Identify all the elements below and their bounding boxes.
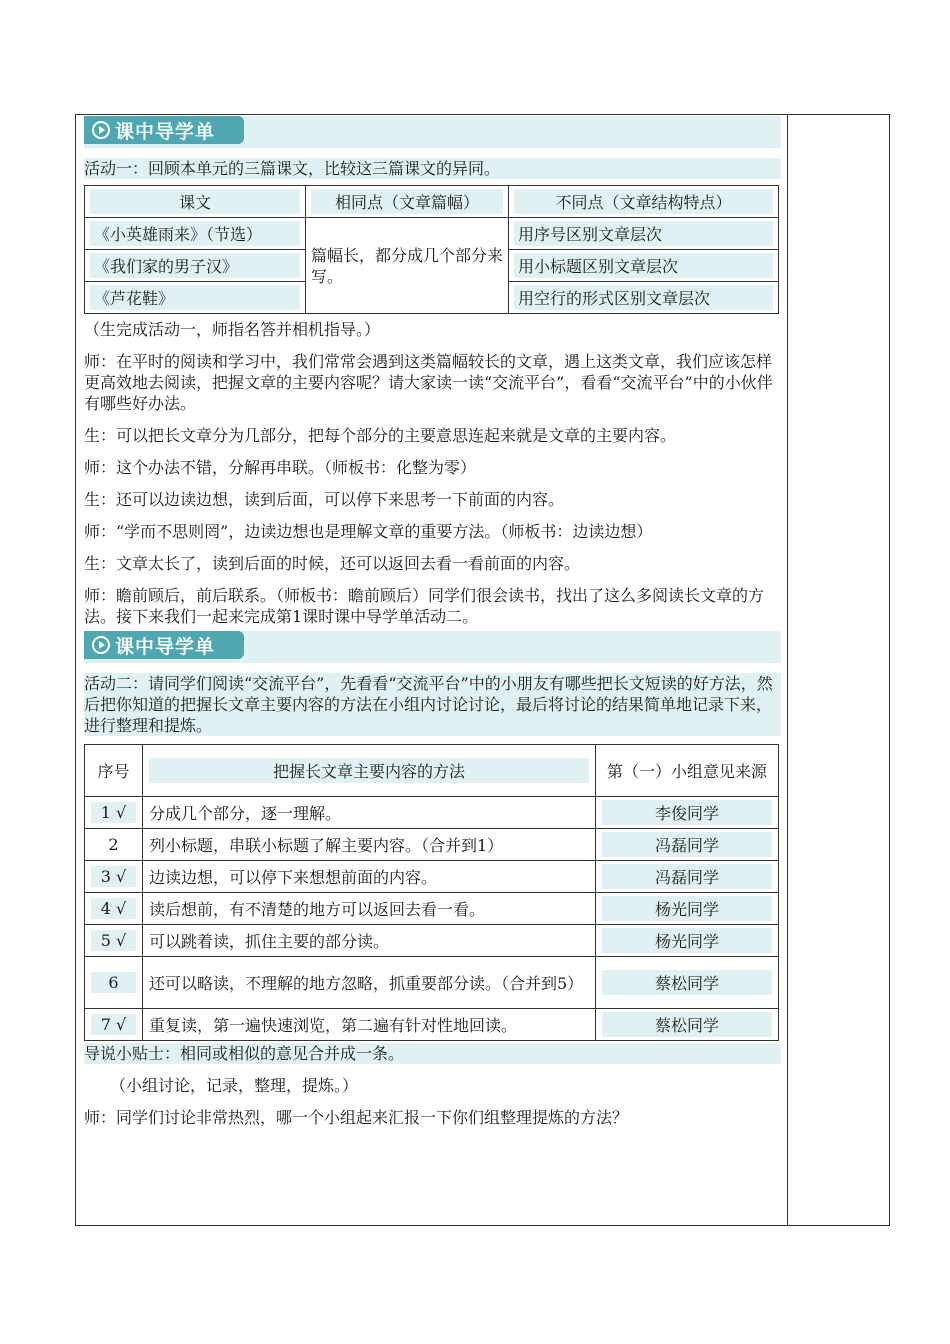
paragraph: 师：这个办法不错，分解再串联。（师板书：化整为零） bbox=[84, 458, 477, 477]
method-text: 列小标题，串联小标题了解主要内容。（合并到1） bbox=[149, 836, 504, 855]
source-name: 蔡松同学 bbox=[602, 970, 772, 995]
method-text: 重复读，第一遍快速浏览，第二遍有针对性地回读。 bbox=[149, 1016, 518, 1035]
methods-table bbox=[84, 744, 779, 1041]
play-icon bbox=[92, 121, 110, 139]
lesson-title: 《我们家的男子汉》 bbox=[90, 253, 300, 278]
diff-point: 用空行的形式区别文章层次 bbox=[514, 285, 773, 310]
paragraph: 师：在平时的阅读和学习中，我们常常会遇到这类篇幅较长的文章，遇上这类文章，我们应该怎样更高效地去阅读，把握文章的主要内容呢？请大家读一读“交流平台”，看看“交流平台”中的小伙伴有哪些好办法。 bbox=[84, 352, 773, 413]
comparison-table bbox=[84, 185, 779, 314]
paragraph: 生：还可以边读边想，读到后面，可以停下来思考一下前面的内容。 bbox=[84, 490, 565, 509]
col-header-same: 相同点（文章篇幅） bbox=[311, 189, 503, 214]
row-number: 4 √ bbox=[91, 898, 136, 919]
method-text: 还可以略读，不理解的地方忽略，抓重要部分读。（合并到5） bbox=[149, 974, 584, 993]
lesson-title: 《芦花鞋》 bbox=[90, 285, 300, 310]
row-number: 2 bbox=[108, 835, 119, 854]
row-number: 1 √ bbox=[91, 802, 136, 823]
lesson-title: 《小英雄雨来》（节选） bbox=[90, 221, 300, 246]
paragraph: （小组讨论，记录，整理，提炼。） bbox=[110, 1076, 359, 1095]
method-text: 边读边想，可以停下来想想前面的内容。 bbox=[149, 868, 438, 887]
banner-title: 课中导学单 bbox=[115, 120, 216, 143]
paragraph: 师：同学们讨论非常热烈，哪一个小组起来汇报一下你们组整理提炼的方法？ bbox=[84, 1108, 629, 1127]
diff-point: 用序号区别文章层次 bbox=[514, 221, 773, 246]
tip-text: 导说小贴士：相同或相似的意见合并成一条。 bbox=[84, 1043, 781, 1064]
paragraph: 师：瞻前顾后，前后联系。（师板书：瞻前顾后）同学们很会读书，找出了这么多阅读长文章的方法。接下来我们一起来完成第1课时课中导学单活动二。 bbox=[84, 586, 765, 626]
lesson-content bbox=[84, 116, 781, 1128]
source-name: 杨光同学 bbox=[602, 896, 772, 921]
activity2-intro: 活动二：请同学们阅读“交流平台”，先看看“交流平台”中的小朋友有哪些把长文短读的好方法，然后把你知道的把握长文章主要内容的方法在小组内讨论讨论，最后将讨论的结果简单地记录下来，进行整理和提炼。 bbox=[84, 673, 781, 736]
banner-title: 课中导学单 bbox=[115, 635, 216, 658]
activity1-intro: 活动一：回顾本单元的三篇课文，比较这三篇课文的异同。 bbox=[84, 158, 781, 179]
col-header-source: 第（一）小组意见来源 bbox=[606, 762, 767, 781]
paragraph: （生完成活动一，师指名答并相机指导。） bbox=[84, 320, 381, 339]
source-name: 杨光同学 bbox=[602, 928, 772, 953]
paragraph: 生：文章太长了，读到后面的时候，还可以返回去看一看前面的内容。 bbox=[84, 554, 581, 573]
row-number: 6 bbox=[91, 972, 136, 993]
section1-banner bbox=[84, 116, 781, 148]
col-header-text: 课文 bbox=[90, 189, 300, 214]
play-icon bbox=[92, 636, 110, 654]
method-text: 可以跳着读，抓住主要的部分读。 bbox=[149, 932, 390, 951]
row-number: 3 √ bbox=[91, 866, 136, 887]
paragraph: 师：“学而不思则罔”，边读边想也是理解文章的重要方法。（师板书：边读边想） bbox=[84, 522, 653, 541]
col-header-diff: 不同点（文章结构特点） bbox=[514, 189, 773, 214]
source-name: 冯磊同学 bbox=[602, 864, 772, 889]
diff-point: 用小标题区别文章层次 bbox=[514, 253, 773, 278]
method-text: 分成几个部分，逐一理解。 bbox=[149, 804, 342, 823]
source-name: 蔡松同学 bbox=[602, 1012, 772, 1037]
row-number: 5 √ bbox=[91, 930, 136, 951]
column-divider bbox=[787, 114, 788, 1226]
method-text: 读后想前，有不清楚的地方可以返回去看一看。 bbox=[149, 900, 486, 919]
row-number: 7 √ bbox=[91, 1014, 136, 1035]
section2-banner bbox=[84, 631, 781, 663]
same-point: 篇幅长，都分成几个部分来写。 bbox=[311, 245, 504, 286]
col-header-no: 序号 bbox=[97, 762, 130, 781]
source-name: 李俊同学 bbox=[602, 800, 772, 825]
col-header-method: 把握长文章主要内容的方法 bbox=[149, 758, 589, 783]
paragraph: 生：可以把长文章分为几部分，把每个部分的主要意思连起来就是文章的主要内容。 bbox=[84, 426, 677, 445]
source-name: 冯磊同学 bbox=[602, 832, 772, 857]
